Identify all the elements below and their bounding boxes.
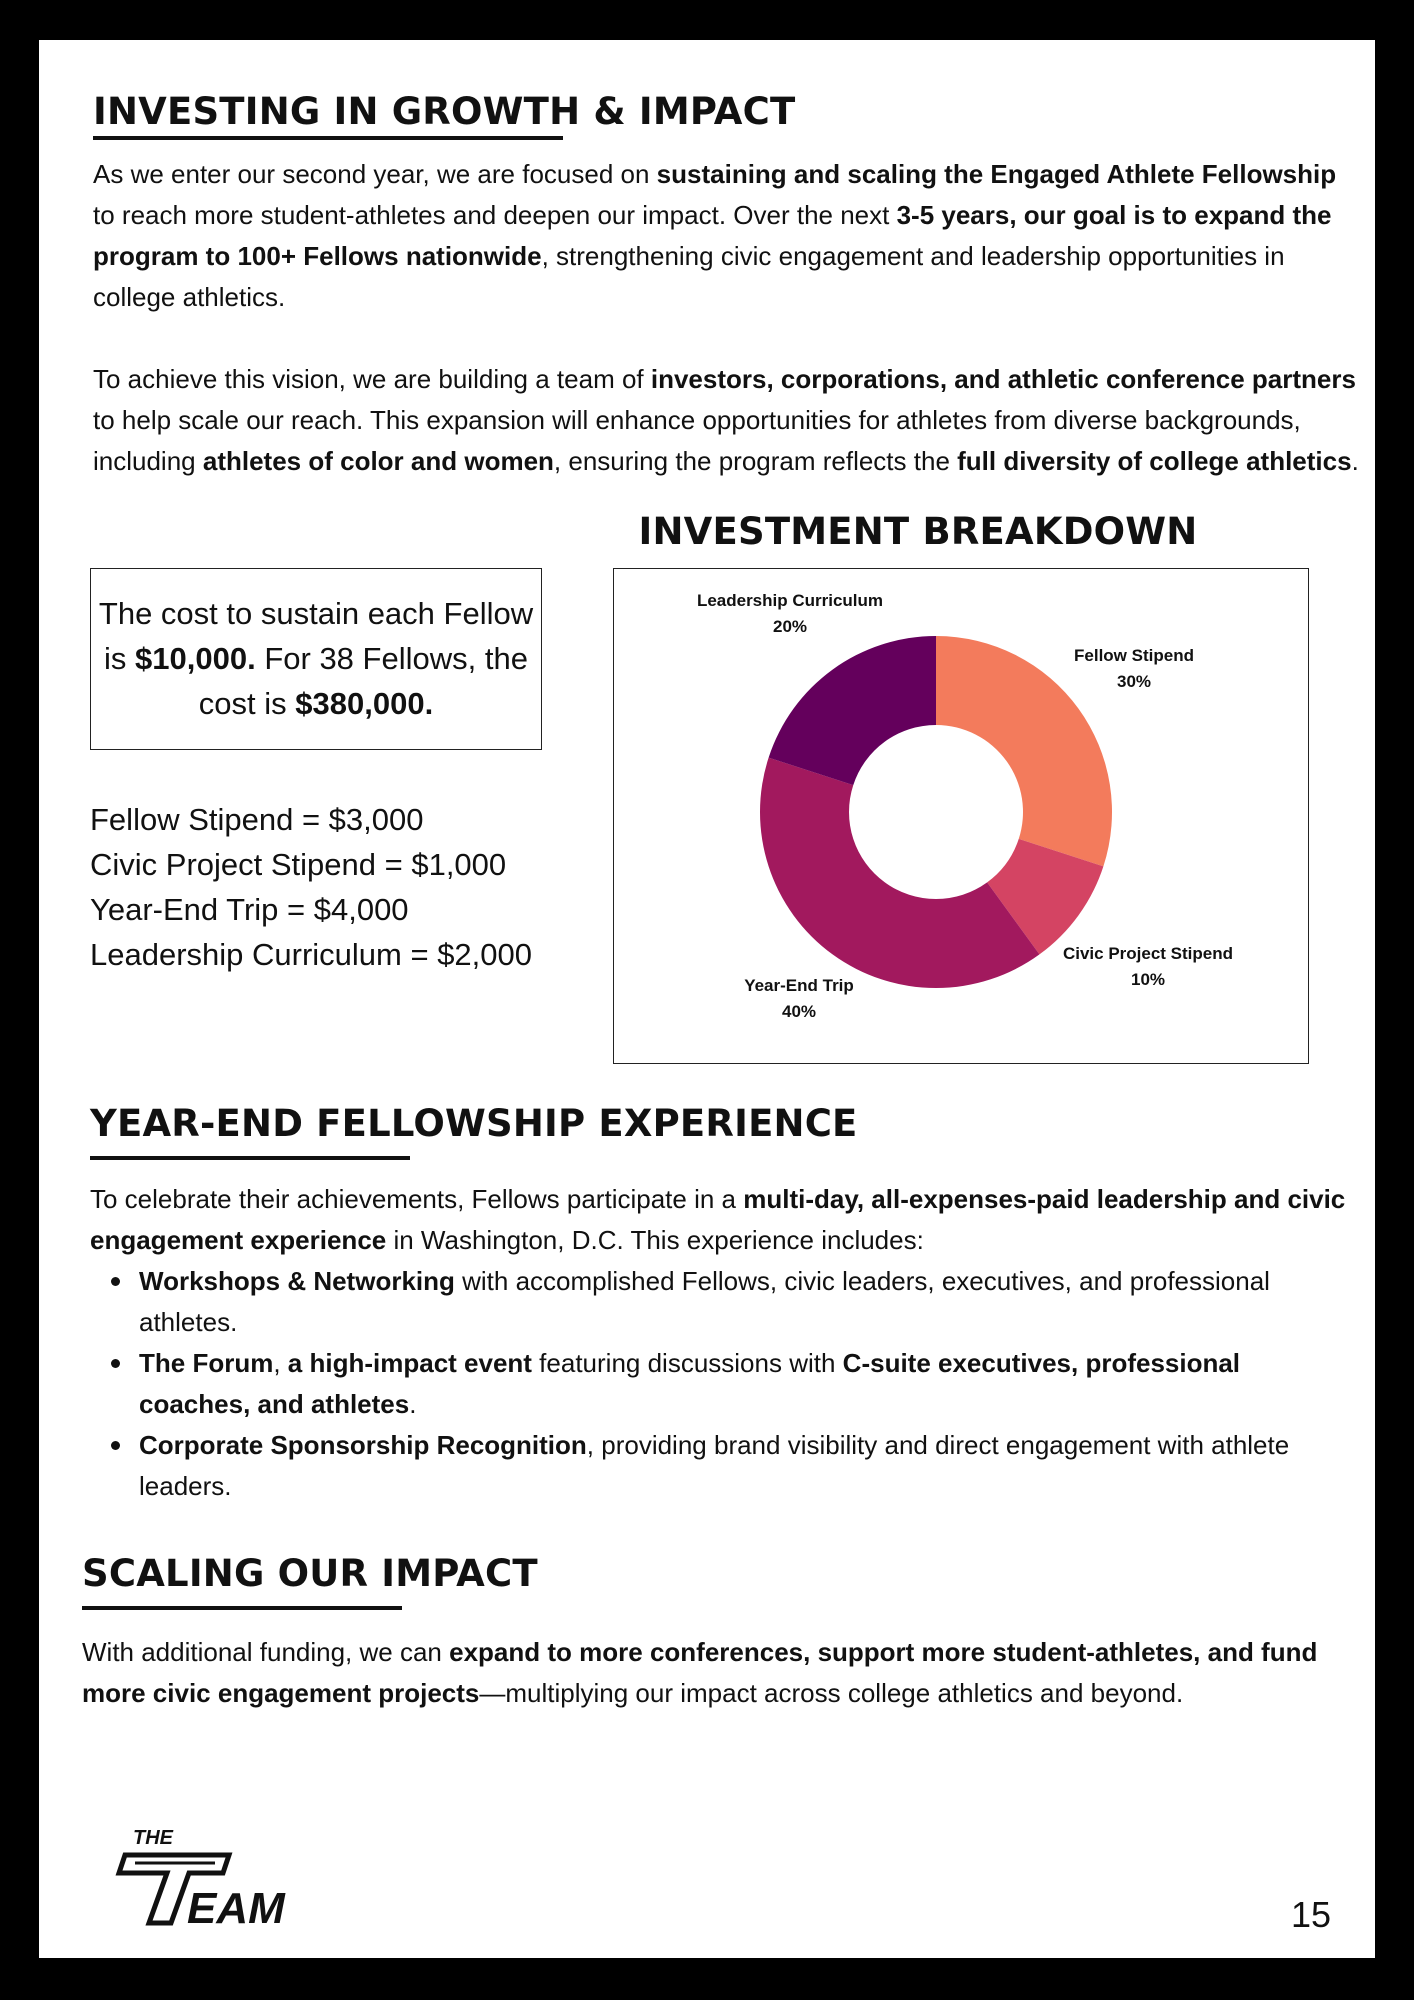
section-heading-scaling: SCALING OUR IMPACT: [82, 1552, 538, 1595]
vision-paragraph: To achieve this vision, we are building a team of investors, corporations, and athletic conference partners to help scale our reach. This expansion will enhance opportunities for athletes from diverse backgrounds, including athletes of color and women, ensuring the program reflects the full diversity of college athletics.: [93, 364, 1359, 476]
slice-value-label: 30%: [1116, 672, 1152, 691]
slice-fellow-stipend: [936, 636, 1112, 866]
heading-underline: [82, 1606, 402, 1610]
cost-summary-text: The cost to sustain each Fellow is $10,000. For 38 Fellows, the cost is $380,000.: [98, 596, 534, 721]
chart-title: INVESTMENT BREAKDOWN: [638, 510, 1198, 553]
scaling-paragraph: With additional funding, we can expand to more conferences, support more student-athletes, and fund more civic engagement projects—multiplying our impact across college athletics and beyond.: [82, 1637, 1318, 1708]
logo-text-team: EAM: [187, 1884, 285, 1930]
slice-value-label: 40%: [781, 1002, 817, 1021]
cost-item: Year-End Trip = $4,000: [90, 892, 409, 927]
slice-value-label: 10%: [1130, 970, 1166, 989]
section-heading-investing: INVESTING IN GROWTH & IMPACT: [93, 90, 796, 133]
list-item: Workshops & Networking with accomplished Fellows, civic leaders, executives, and professional athletes.: [90, 1261, 1340, 1343]
logo-text-the: THE: [133, 1827, 173, 1849]
team-logo: [111, 1825, 311, 1930]
experience-list: [90, 1261, 1340, 1507]
slice-label: Fellow Stipend: [1074, 646, 1194, 665]
list-item: The Forum, a high-impact event featuring discussions with C-suite executives, professional coaches, and athletes.: [90, 1343, 1340, 1425]
slice-label: Year-End Trip: [744, 976, 854, 995]
cost-item: Civic Project Stipend = $1,000: [90, 847, 507, 882]
intro-paragraph: As we enter our second year, we are focused on sustaining and scaling the Engaged Athlete Fellowship to reach more student-athletes and deepen our impact. Over the next 3-5 years, our goal is to expand the program to 100+ Fellows nationwide, strengthening civic engagement and leadership opportunities in college athletics.: [93, 159, 1337, 312]
slice-year-end-trip: [760, 758, 1039, 988]
heading-underline: [90, 1156, 410, 1160]
cost-breakdown-list: [90, 797, 550, 977]
donut-chart: [614, 569, 1307, 1062]
cost-item: Fellow Stipend = $3,000: [90, 802, 424, 837]
section-heading-year-end: YEAR-END FELLOWSHIP EXPERIENCE: [90, 1102, 858, 1145]
chart-frame: [613, 568, 1309, 1064]
cost-item: Leadership Curriculum = $2,000: [90, 937, 533, 972]
report-page: [39, 40, 1375, 1958]
experience-intro: To celebrate their achievements, Fellows participate in a multi-day, all-expenses-paid leadership and civic engagement experience in Washington, D.C. This experience includes:: [90, 1184, 1346, 1255]
page-number: 15: [1290, 1894, 1331, 1935]
list-item: Corporate Sponsorship Recognition, providing brand visibility and direct engagement with athlete leaders.: [90, 1425, 1340, 1507]
slice-value-label: 20%: [772, 617, 808, 636]
slice-leadership-curriculum: [769, 636, 936, 785]
cost-summary-box: [90, 568, 542, 750]
slice-label: Leadership Curriculum: [696, 591, 884, 610]
heading-underline: [93, 136, 563, 140]
slice-label: Civic Project Stipend: [1062, 944, 1234, 963]
